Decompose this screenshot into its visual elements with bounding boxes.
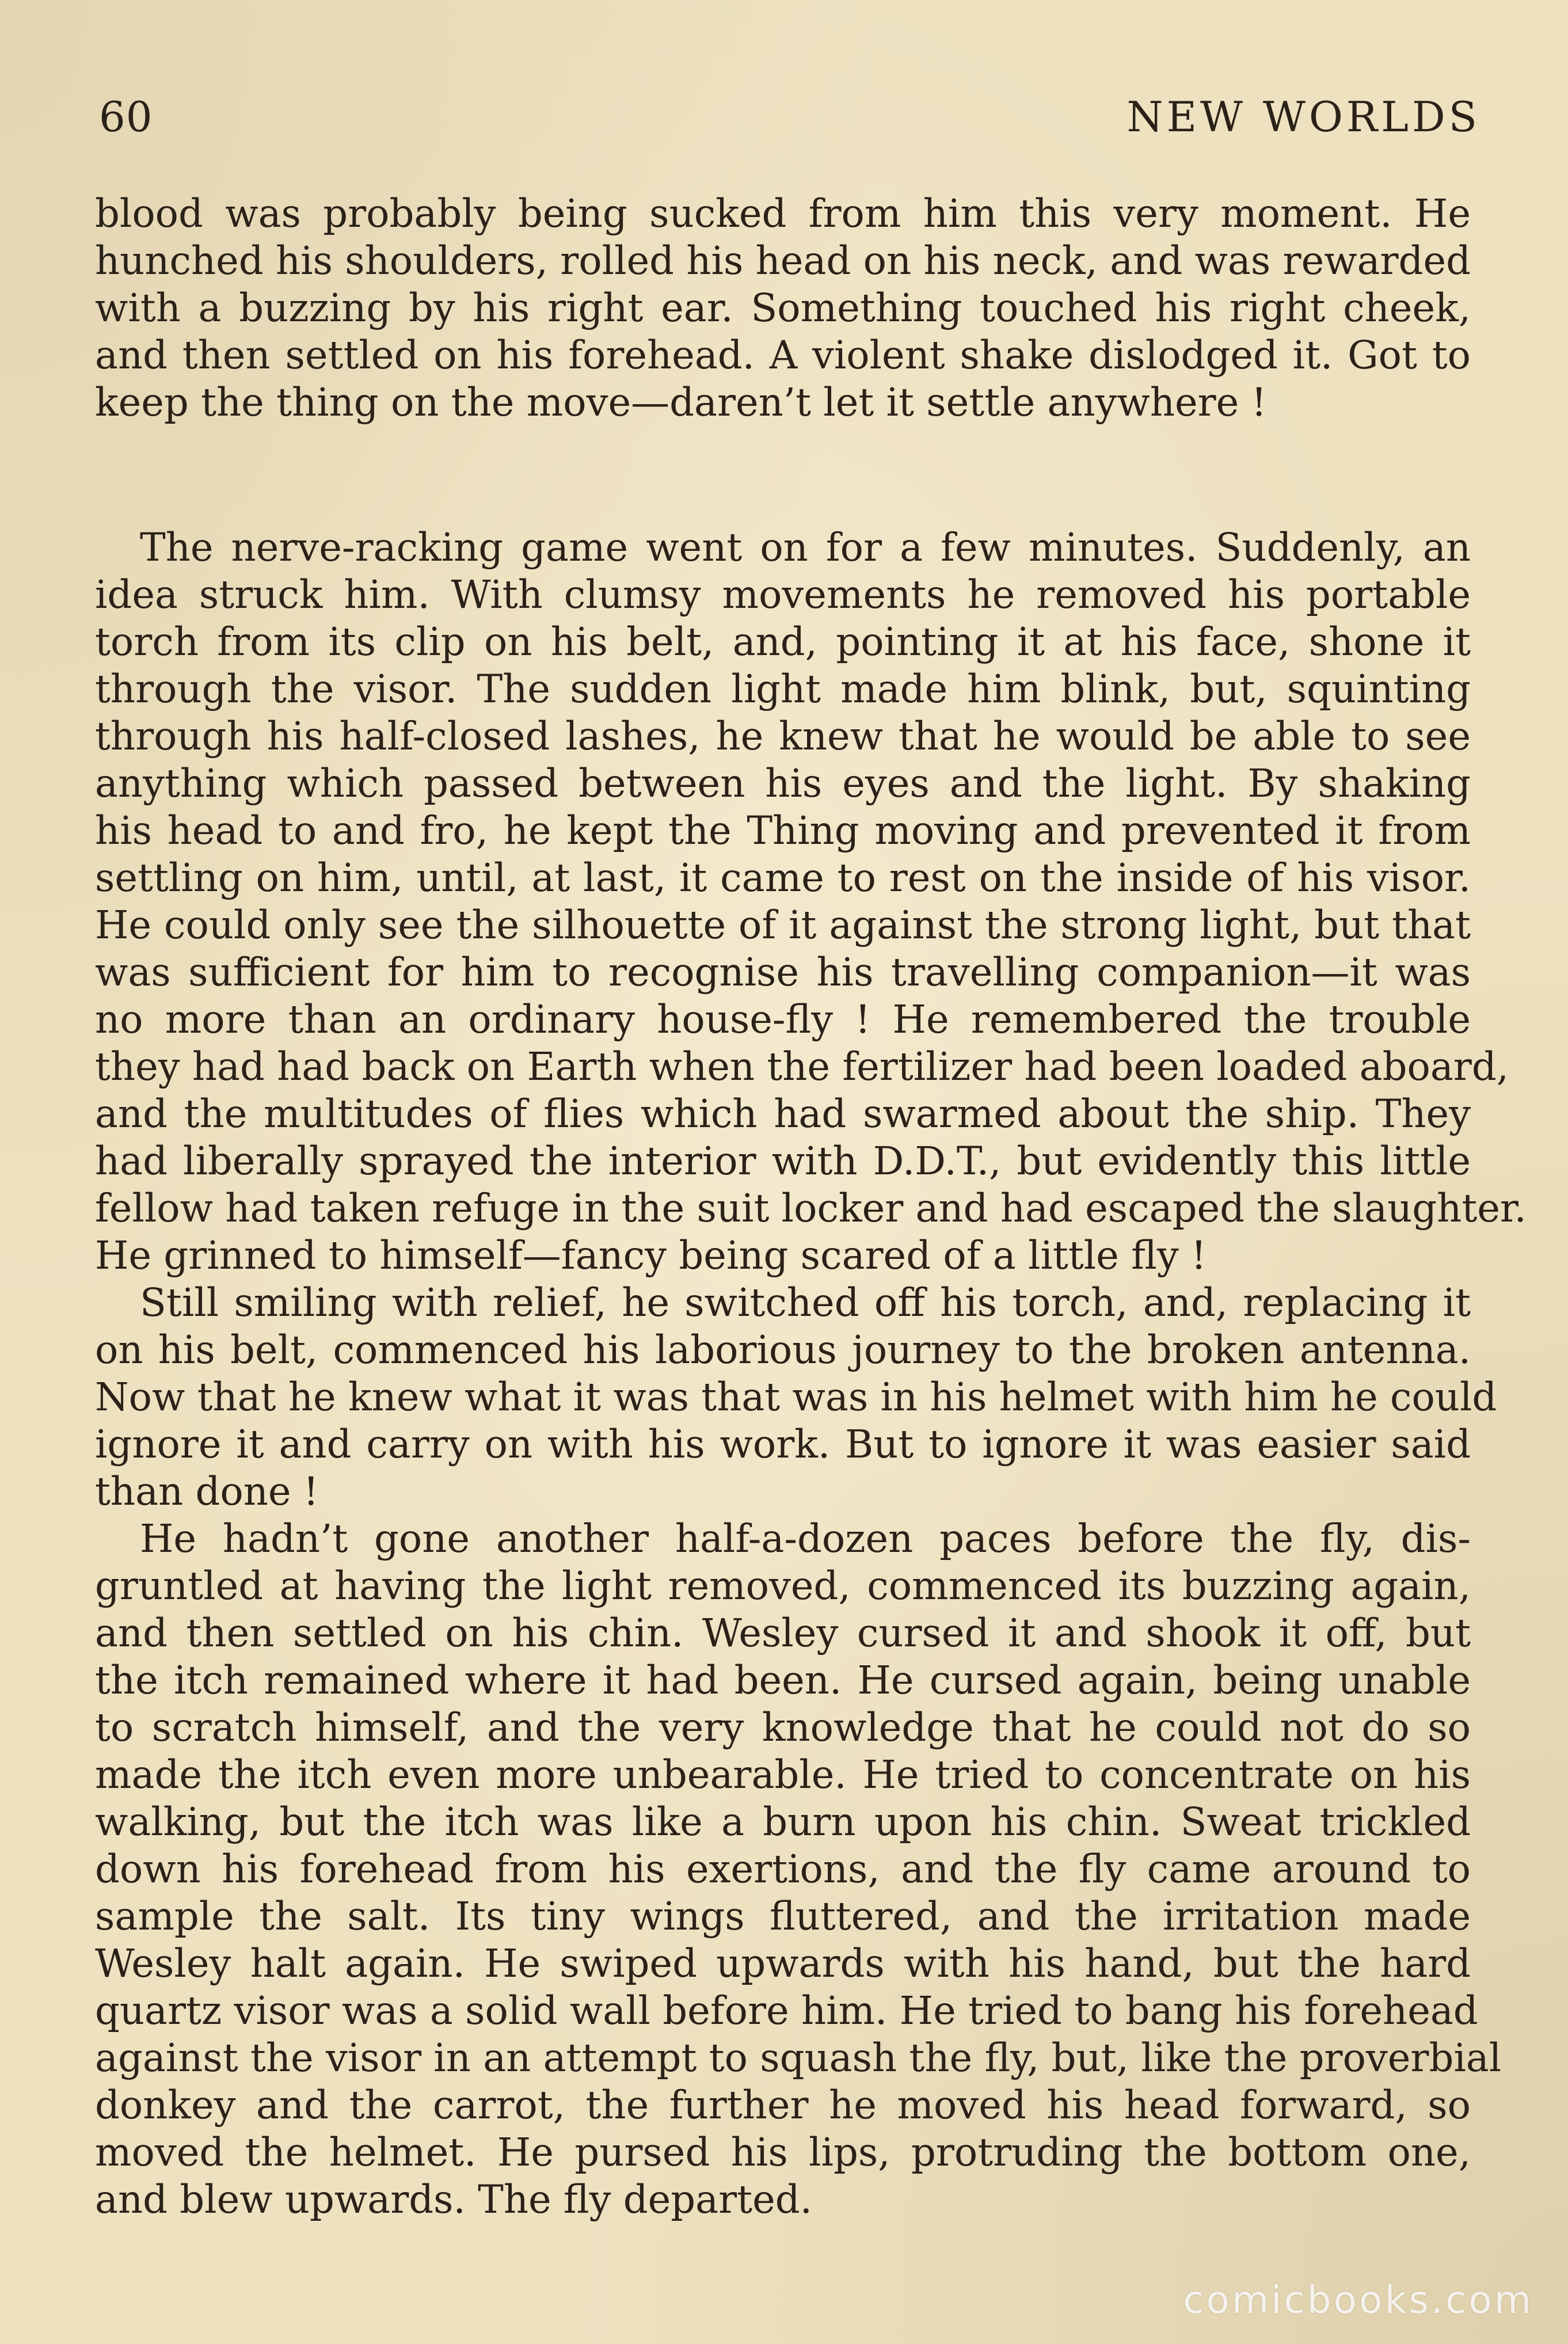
text-line: and then settled on his forehead. A violent shake dislodged it. Got to bbox=[95, 333, 1471, 378]
text-line: idea struck him. With clumsy movements he removed his portable bbox=[95, 572, 1471, 617]
text-line: The nerve-racking game went on for a few minutes. Suddenly, an bbox=[140, 525, 1471, 570]
text-line: on his belt, commenced his laborious journey to the broken antenna. bbox=[95, 1327, 1471, 1372]
watermark: comicbooks.com bbox=[1183, 2278, 1533, 2322]
text-line: and the multitudes of flies which had swarmed about the ship. They bbox=[95, 1091, 1471, 1136]
paragraph-3 bbox=[95, 1279, 1497, 1515]
text-line: and blew upwards. The fly departed. bbox=[95, 2177, 812, 2222]
text-line: anything which passed between his eyes and the light. By shaking bbox=[95, 761, 1471, 806]
text-block-top bbox=[95, 190, 1471, 426]
text-line: ignore it and carry on with his work. But to ignore it was easier said bbox=[95, 1422, 1471, 1467]
text-line: Still smiling with relief, he switched off his torch, and, replacing it bbox=[140, 1280, 1471, 1325]
text-line: walking, but the itch was like a burn upon his chin. Sweat trickled bbox=[95, 1799, 1471, 1844]
page-header bbox=[99, 85, 1481, 149]
running-head: NEW WORLDS bbox=[1126, 93, 1481, 141]
text-line: against the visor in an attempt to squash the fly, but, like the proverbial bbox=[95, 2035, 1502, 2080]
text-line: torch from its clip on his belt, and, pointing it at his face, shone it bbox=[95, 619, 1471, 664]
paragraph-2 bbox=[95, 524, 1527, 1279]
text-line: through his half-closed lashes, he knew that he would be able to see bbox=[95, 714, 1471, 759]
text-line: had liberally sprayed the interior with D.D.T., but evidently this little bbox=[95, 1139, 1471, 1184]
text-line: his head to and fro, he kept the Thing moving and prevented it from bbox=[95, 808, 1471, 853]
text-line: He grinned to himself—fancy being scared of a little fly ! bbox=[95, 1233, 1207, 1278]
text-line: moved the helmet. He pursed his lips, protruding the bottom one, bbox=[95, 2130, 1471, 2175]
text-line: hunched his shoulders, rolled his head on his neck, and was rewarded bbox=[95, 238, 1471, 283]
paragraph-1 bbox=[95, 190, 1471, 426]
text-line: quartz visor was a solid wall before him. He tried to bang his forehead bbox=[95, 1988, 1478, 2033]
text-line: settling on him, until, at last, it came to rest on the inside of his visor. bbox=[95, 855, 1471, 900]
text-line: with a buzzing by his right ear. Something touched his right cheek, bbox=[95, 286, 1471, 330]
text-line: they had had back on Earth when the fertilizer had been loaded aboard, bbox=[95, 1044, 1509, 1089]
text-line: was sufficient for him to recognise his travelling companion—it was bbox=[95, 950, 1471, 995]
text-line: made the itch even more unbearable. He tried to concentrate on his bbox=[95, 1752, 1471, 1797]
text-line: fellow had taken refuge in the suit locker and had escaped the slaughter. bbox=[95, 1186, 1527, 1231]
text-line: through the visor. The sudden light made him blink, but, squinting bbox=[95, 667, 1471, 711]
text-line: gruntled at having the light removed, commenced its buzzing again, bbox=[95, 1563, 1471, 1608]
text-line: to scratch himself, and the very knowledge that he could not do so bbox=[95, 1705, 1471, 1750]
text-line: He hadn’t gone another half-a-dozen paces before the fly, dis- bbox=[140, 1516, 1471, 1561]
text-line: sample the salt. Its tiny wings fluttered, and the irritation made bbox=[95, 1894, 1471, 1939]
text-line: no more than an ordinary house-fly ! He remembered the trouble bbox=[95, 997, 1471, 1042]
text-line: and then settled on his chin. Wesley cursed it and shook it off, but bbox=[95, 1611, 1471, 1656]
text-line: keep the thing on the move—daren’t let it settle anywhere ! bbox=[95, 380, 1267, 425]
text-line: than done ! bbox=[95, 1469, 319, 1514]
text-line: Wesley halt again. He swiped upwards with his hand, but the hard bbox=[95, 1941, 1471, 1986]
text-line: He could only see the silhouette of it against the strong light, but that bbox=[95, 903, 1471, 948]
text-line: the itch remained where it had been. He cursed again, being unable bbox=[95, 1658, 1471, 1703]
text-line: Now that he knew what it was that was in his helmet with him he could bbox=[95, 1375, 1497, 1420]
text-block-main bbox=[95, 524, 1527, 2223]
page-number: 60 bbox=[99, 93, 153, 141]
paragraph-4 bbox=[95, 1515, 1502, 2223]
text-line: blood was probably being sucked from him this very moment. He bbox=[95, 191, 1471, 236]
text-line: donkey and the carrot, the further he moved his head forward, so bbox=[95, 2083, 1471, 2128]
text-line: down his forehead from his exertions, and the fly came around to bbox=[95, 1847, 1471, 1892]
